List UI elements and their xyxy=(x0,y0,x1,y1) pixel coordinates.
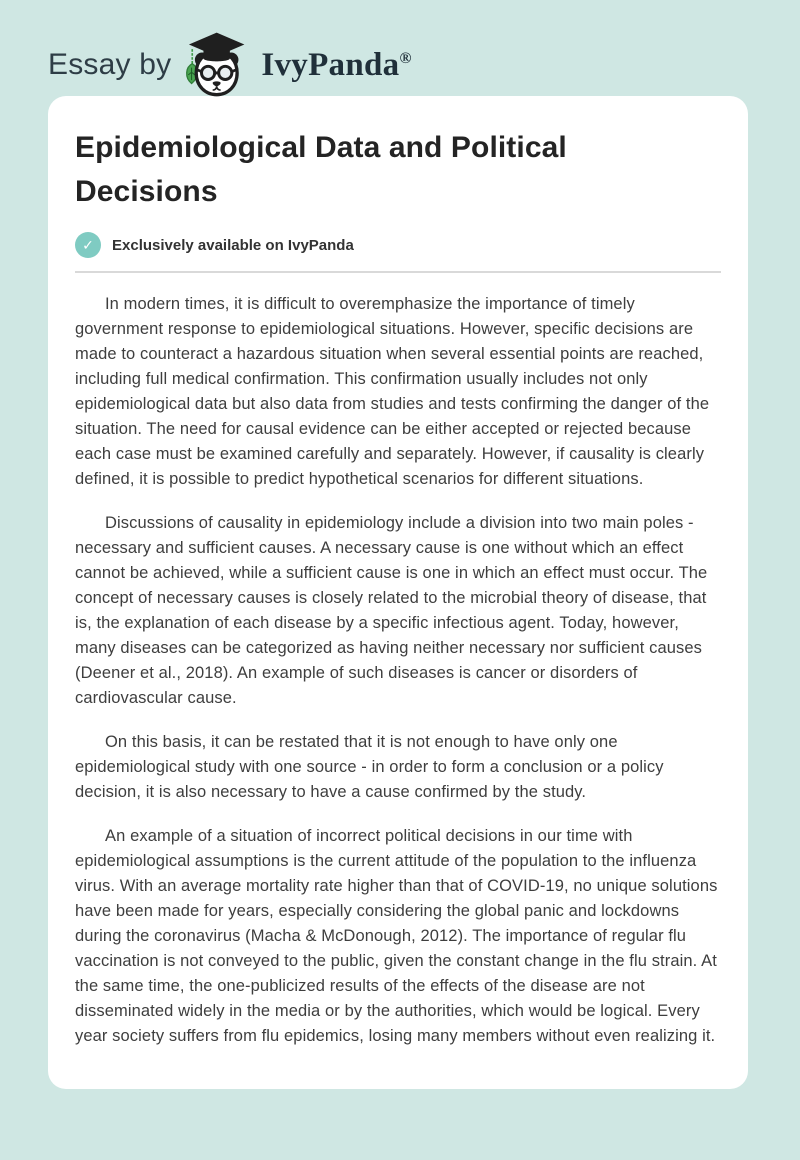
paragraph-3: On this basis, it can be restated that it is not enough to have only one epidemiological study with one source - in order to form a conclusion or a policy decision, it is also necessary to have a cause confirmed by the study. xyxy=(75,733,664,801)
essay-card xyxy=(48,96,748,1089)
brand-name xyxy=(261,47,411,84)
check-icon: ✓ xyxy=(75,232,101,258)
exclusive-badge xyxy=(75,232,721,258)
essay-body xyxy=(75,292,721,1049)
brand-text: IvyPanda xyxy=(261,46,400,83)
paragraph-2: Discussions of causality in epidemiology include a division into two main poles - necessary and sufficient causes. A necessary cause is one without which an effect cannot be achieved, while a sufficient cause is one in which an effect must occur. The concept of necessary causes is closely related to the microbial theory of disease, that is, the explanation of each disease by a specific infectious agent. Today, however, many diseases can be categorized as having neither necessary nor sufficient causes (Deener et al., 2018). An example of such diseases is cancer or disorders of cardiovascular cause. xyxy=(75,514,708,707)
paragraph-1: In modern times, it is difficult to overemphasize the importance of timely government response to epidemiological situations. However, specific decisions are made to counteract a hazardous situation when several essential points are reached, including full medical confirmation. This confirmation usually includes not only epidemiological data but also data from studies and tests confirming the danger of the situation. The need for causal evidence can be either accepted or rejected because each case must be examined carefully and separately. However, if causality is clearly defined, it is possible to predict hypothetical scenarios for different situations. xyxy=(75,295,710,488)
registered-mark: ® xyxy=(399,49,412,67)
page-title: Epidemiological Data and Political Decisions xyxy=(75,131,567,208)
header xyxy=(0,0,800,96)
paragraph-4: An example of a situation of incorrect political decisions in our time with epidemiological assumptions is the current attitude of the population to the influenza virus. With an average mortality rate higher than that of COVID-19, no unique solutions have been made for years, especially considering the global panic and lockdowns during the coronavirus (Macha & McDonough, 2012). The importance of regular flu vaccination is not conveyed to the public, given the constant change in the flu strain. At the same time, the one-publicized results of the effects of the disease are not disseminated widely in the media or by the authorities, which would be logical. Every year society suffers from flu epidemics, losing many members without even realizing it. xyxy=(75,827,718,1045)
essay-by-label: Essay by xyxy=(48,48,172,81)
divider xyxy=(75,271,721,273)
ivypanda-panda-logo-icon xyxy=(183,30,249,100)
badge-label: Exclusively available on IvyPanda xyxy=(112,236,354,254)
